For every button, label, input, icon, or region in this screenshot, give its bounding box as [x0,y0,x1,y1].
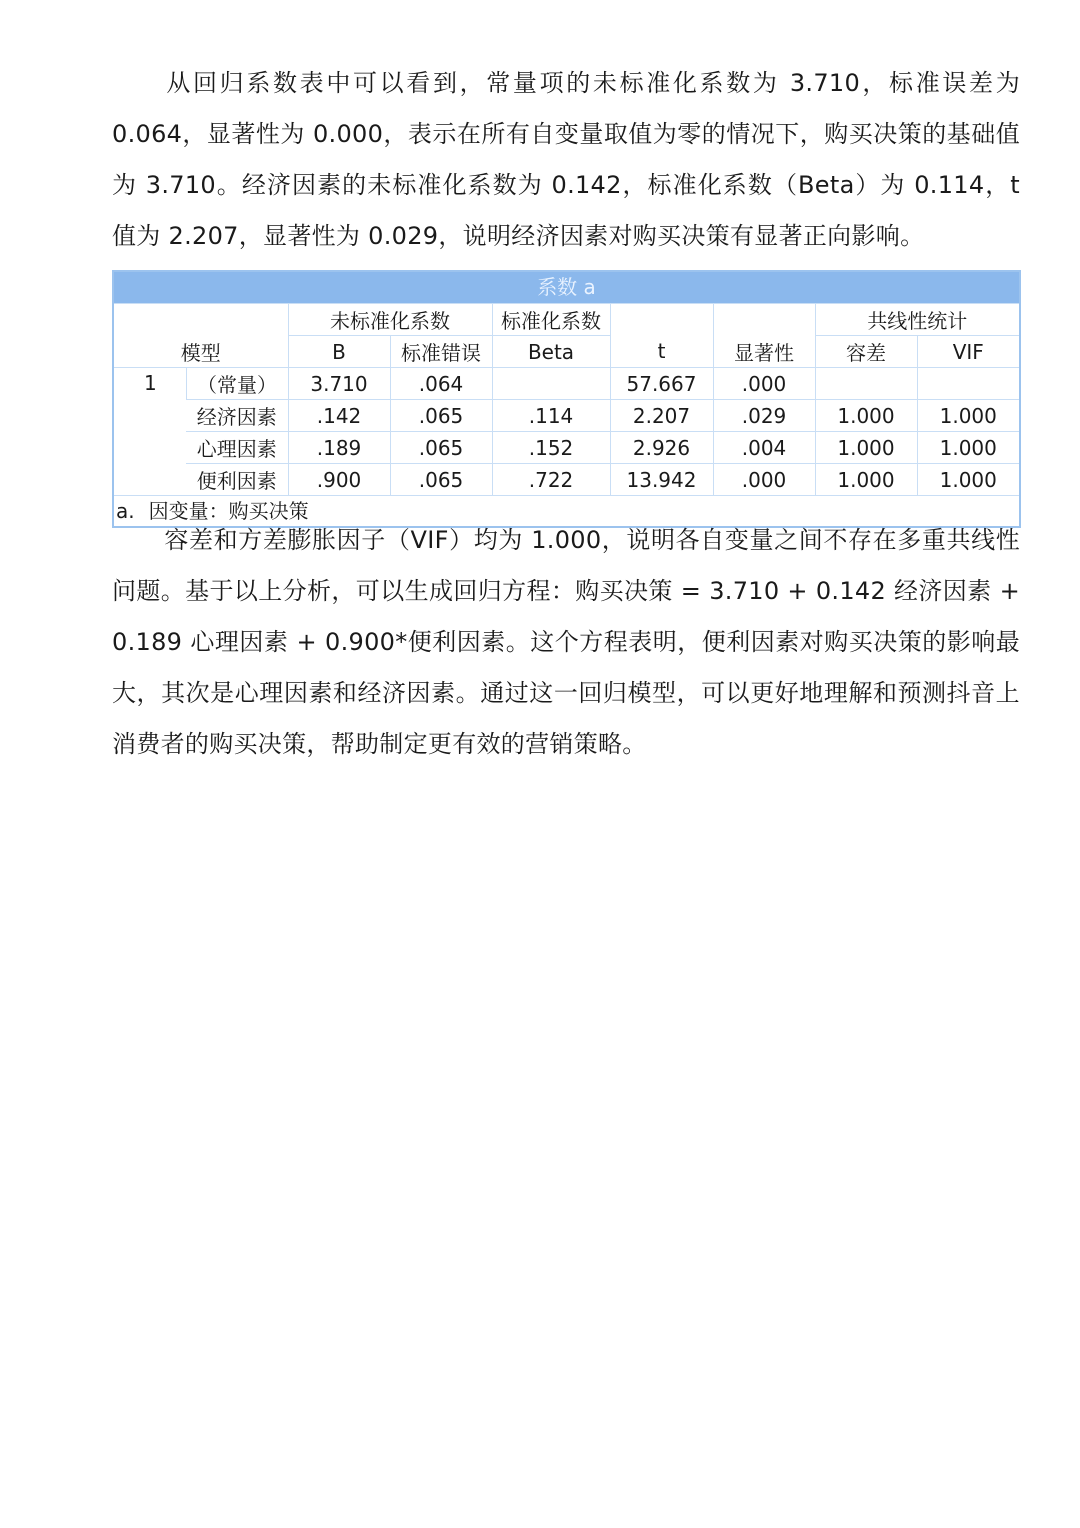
cell-beta: .722 [492,464,610,496]
header-row-1 [114,304,1019,336]
row-name: 心理因素 [186,432,288,464]
cell-t: 2.207 [610,400,713,432]
cell-sig: .004 [713,432,815,464]
cell-sig: .000 [713,368,815,400]
paragraph-conclusion [112,515,1020,770]
header-blank-t [610,304,713,336]
cell-se: .065 [390,464,492,496]
header-se: 标准错误 [390,336,492,368]
cell-beta: .152 [492,432,610,464]
header-sig: 显著性 [713,336,815,368]
cell-tolerance: 1.000 [815,400,917,432]
model-number: 1 [114,368,186,496]
table-row [114,432,1019,464]
header-blank-sig [713,304,815,336]
cell-vif: 1.000 [917,432,1019,464]
table-title: 系数 a [114,272,1019,303]
cell-vif: 1.000 [917,400,1019,432]
cell-sig: .000 [713,464,815,496]
row-name: 经济因素 [186,400,288,432]
cell-tolerance: 1.000 [815,432,917,464]
header-unstandardized: 未标准化系数 [288,304,492,336]
coefficients-table [112,270,1021,528]
footnote-label: a. [116,499,135,523]
cell-b: 3.710 [288,368,390,400]
header-blank [114,304,288,336]
cell-sig: .029 [713,400,815,432]
row-name: 便利因素 [186,464,288,496]
cell-t: 2.926 [610,432,713,464]
cell-t: 13.942 [610,464,713,496]
header-standardized: 标准化系数 [492,304,610,336]
cell-se: .065 [390,400,492,432]
paragraph-conclusion-text: 容差和方差膨胀因子（VIF）均为 1.000，说明各自变量之间不存在多重共线性问题。基于以上分析，可以生成回归方程：购买决策 = 3.710 + 0.142 经济因素 + 0.189 心理因素 + 0.900*便利因素。这个方程表明，便利因素对购买决策的影响最大，其次是心理因素和经济因素。通过这一回归模型，可以更好地理解和预测抖音上消费者的购买决策，帮助制定更有效的营销策略。 [112,526,1020,758]
header-vif: VIF [917,336,1019,368]
cell-vif: 1.000 [917,464,1019,496]
paragraph-intro [112,58,1020,262]
cell-beta [492,368,610,400]
cell-vif [917,368,1019,400]
header-row-2 [114,336,1019,368]
header-collinearity: 共线性统计 [815,304,1019,336]
paragraph-intro-text: 从回归系数表中可以看到，常量项的未标准化系数为 3.710，标准误差为 0.064，显著性为 0.000，表示在所有自变量取值为零的情况下，购买决策的基础值为 3.710。经济因素的未标准化系数为 0.142，标准化系数（Beta）为 0.114，t 值为 2.207，显著性为 0.029，说明经济因素对购买决策有显著正向影响。 [112,69,1020,250]
cell-t: 57.667 [610,368,713,400]
row-name: （常量） [186,368,288,400]
header-tolerance: 容差 [815,336,917,368]
cell-b: .189 [288,432,390,464]
cell-se: .064 [390,368,492,400]
table-row [114,464,1019,496]
cell-se: .065 [390,432,492,464]
footnote-text: 因变量：购买决策 [148,499,309,523]
header-b: B [288,336,390,368]
cell-tolerance: 1.000 [815,464,917,496]
cell-b: .900 [288,464,390,496]
cell-tolerance [815,368,917,400]
table-row [114,400,1019,432]
cell-beta: .114 [492,400,610,432]
coefficients-grid [114,303,1019,495]
header-beta: Beta [492,336,610,368]
header-model: 模型 [180,340,221,365]
table-row [114,368,1019,400]
header-t: t [610,336,713,368]
cell-b: .142 [288,400,390,432]
